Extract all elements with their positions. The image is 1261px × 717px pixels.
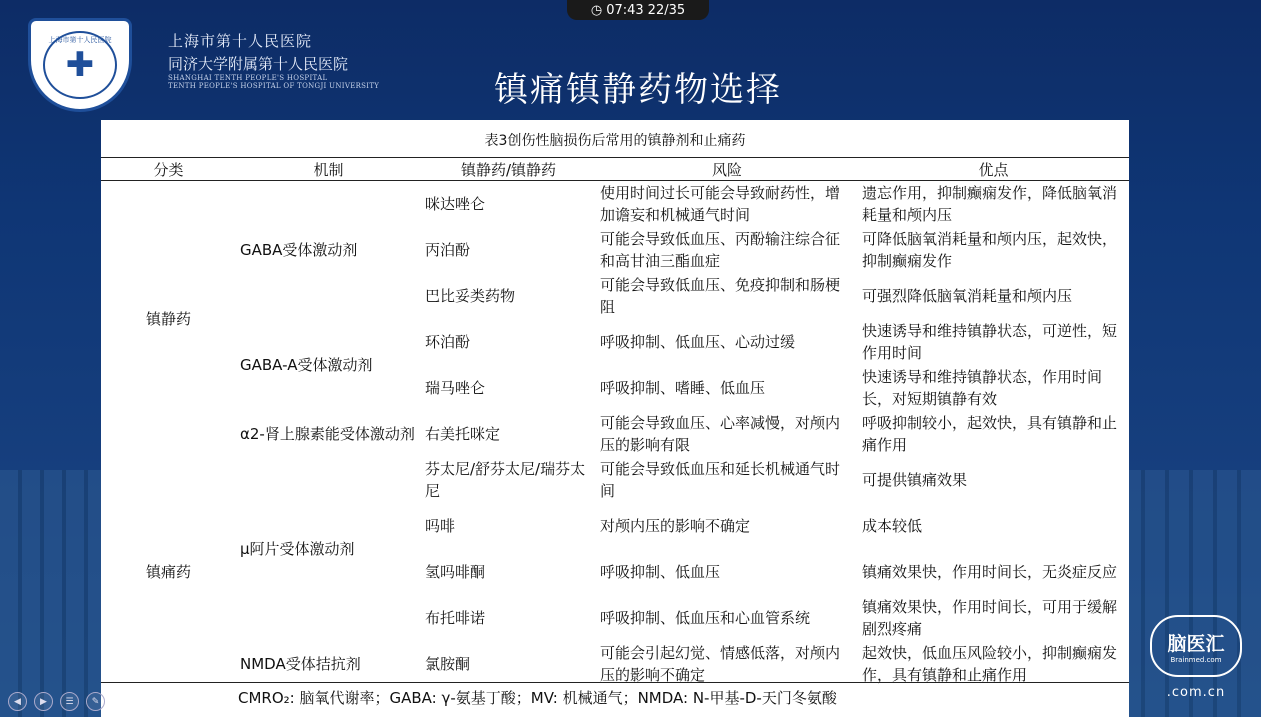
drug-cell: 氢吗啡酮 bbox=[425, 562, 486, 581]
risk-cell: 可能会导致低血压、丙酚输注综合征和高甘油三酯血症 bbox=[600, 229, 841, 270]
drug-table bbox=[101, 157, 1129, 687]
risk-cell: 使用时间过长可能会导致耐药性，增加谵妄和机械通气时间 bbox=[600, 183, 841, 224]
watermark-badge bbox=[1150, 615, 1242, 677]
drug-cell: 丙泊酚 bbox=[425, 240, 471, 259]
drug-cell: 布托啡诺 bbox=[425, 608, 486, 627]
prev-icon[interactable]: ◀ bbox=[8, 692, 27, 711]
risk-cell: 可能会导致低血压和延长机械通气时间 bbox=[600, 459, 841, 500]
mechanism-cell: GABA-A受体激动剂 bbox=[240, 355, 373, 374]
drug-cell: 右美托咪定 bbox=[425, 424, 501, 443]
drug-cell: 咪达唑仑 bbox=[425, 194, 486, 213]
advantage-cell: 成本较低 bbox=[862, 516, 923, 535]
risk-cell: 呼吸抑制、低血压 bbox=[600, 562, 721, 581]
header-category: 分类 bbox=[101, 158, 236, 181]
player-page: 22/35 bbox=[647, 2, 686, 18]
table-header-row bbox=[101, 158, 1129, 181]
table-row bbox=[101, 411, 1129, 457]
table-row bbox=[101, 181, 1129, 227]
risk-cell: 对颅内压的影响不确定 bbox=[600, 516, 751, 535]
player-time: 07:43 bbox=[606, 2, 644, 18]
slideshow-controls bbox=[8, 692, 105, 711]
header-advantage: 优点 bbox=[858, 158, 1129, 181]
mechanism-cell: α2-肾上腺素能受体激动剂 bbox=[240, 424, 415, 443]
risk-cell: 呼吸抑制、嗜睡、低血压 bbox=[600, 378, 766, 397]
table-caption: 表3创伤性脑损伤后常用的镇静剂和止痛药 bbox=[484, 133, 746, 149]
watermark-domain: .com.cn bbox=[1166, 685, 1226, 700]
advantage-cell: 可提供镇痛效果 bbox=[862, 470, 968, 489]
risk-cell: 呼吸抑制、低血压和心血管系统 bbox=[600, 608, 811, 627]
drug-cell: 芬太尼/舒芬太尼/瑞芬太尼 bbox=[425, 459, 586, 500]
header-mechanism: 机制 bbox=[236, 158, 421, 181]
player-status-bar bbox=[567, 0, 709, 20]
slide-title: 镇痛镇静药物选择 bbox=[494, 70, 782, 110]
drug-cell: 吗啡 bbox=[425, 516, 456, 535]
table-row bbox=[101, 457, 1129, 503]
hospital-name-en-1: SHANGHAI TENTH PEOPLE'S HOSPITAL bbox=[168, 74, 328, 82]
table-row bbox=[101, 641, 1129, 687]
advantage-cell: 快速诱导和维持镇静状态，可逆性，短作用时间 bbox=[862, 321, 1118, 362]
category-cell: 镇痛药 bbox=[145, 562, 191, 581]
drug-cell: 氯胺酮 bbox=[425, 654, 471, 673]
advantage-cell: 呼吸抑制较小，起效快，具有镇静和止痛作用 bbox=[862, 413, 1118, 454]
hospital-name-cn-1: 上海市第十人民医院 bbox=[168, 32, 313, 50]
risk-cell: 可能会引起幻觉、情感低落，对颅内压的影响不确定 bbox=[600, 643, 841, 684]
watermark-sub: Brainmed.com bbox=[1170, 655, 1222, 664]
advantage-cell: 快速诱导和维持镇静状态，作用时间长，对短期镇静有效 bbox=[862, 367, 1103, 408]
header-risk: 风险 bbox=[596, 158, 858, 181]
drug-table-panel bbox=[101, 120, 1129, 717]
medical-cross-icon: ✚ bbox=[65, 45, 95, 85]
risk-cell: 可能会导致血压、心率减慢，对颅内压的影响有限 bbox=[600, 413, 841, 454]
advantage-cell: 镇痛效果快，作用时间长，可用于缓解剧烈疼痛 bbox=[862, 597, 1118, 638]
clock-icon: ◷ bbox=[590, 2, 603, 18]
mechanism-cell: GABA受体激动剂 bbox=[240, 240, 358, 259]
advantage-cell: 可降低脑氧消耗量和颅内压，起效快，抑制癫痫发作 bbox=[862, 229, 1118, 270]
table-footnote: CMRO₂: 脑氧代谢率；GABA: γ-氨基丁酸；MV: 机械通气；NMDA: N-甲基-D-天门冬氨酸 bbox=[101, 682, 1129, 713]
mechanism-cell: NMDA受体拮抗剂 bbox=[240, 654, 361, 673]
drug-cell: 瑞马唑仑 bbox=[425, 378, 486, 397]
table-row bbox=[101, 319, 1129, 365]
mechanism-cell: μ阿片受体激动剂 bbox=[240, 539, 355, 558]
advantage-cell: 起效快，低血压风险较小，抑制癫痫发作，具有镇静和止痛作用 bbox=[862, 643, 1118, 684]
hospital-name-cn-2: 同济大学附属第十人民医院 bbox=[168, 55, 349, 73]
hospital-name-en-2: TENTH PEOPLE'S HOSPITAL OF TONGJI UNIVERSITY bbox=[168, 82, 380, 90]
watermark-name: 脑医汇 bbox=[1167, 632, 1225, 655]
advantage-cell: 可强烈降低脑氧消耗量和颅内压 bbox=[862, 286, 1073, 305]
advantage-cell: 镇痛效果快，作用时间长，无炎症反应 bbox=[862, 562, 1118, 581]
drug-cell: 环泊酚 bbox=[425, 332, 471, 351]
advantage-cell: 遗忘作用，抑制癫痫发作，降低脑氧消耗量和颅内压 bbox=[862, 183, 1118, 224]
next-icon[interactable]: ▶ bbox=[34, 692, 53, 711]
category-cell: 镇静药 bbox=[145, 309, 191, 328]
menu-icon[interactable]: ☰ bbox=[60, 692, 79, 711]
logo-text: 上海市第十人民医院 bbox=[48, 36, 112, 44]
background-building-left bbox=[0, 470, 110, 717]
risk-cell: 呼吸抑制、低血压、心动过缓 bbox=[600, 332, 796, 351]
pen-icon[interactable]: ✎ bbox=[86, 692, 105, 711]
risk-cell: 可能会导致低血压、免疫抑制和肠梗阻 bbox=[600, 275, 841, 316]
drug-cell: 巴比妥类药物 bbox=[425, 286, 516, 305]
header-drug: 镇静药/镇静药 bbox=[421, 158, 596, 181]
watermark-logo bbox=[1148, 615, 1244, 705]
